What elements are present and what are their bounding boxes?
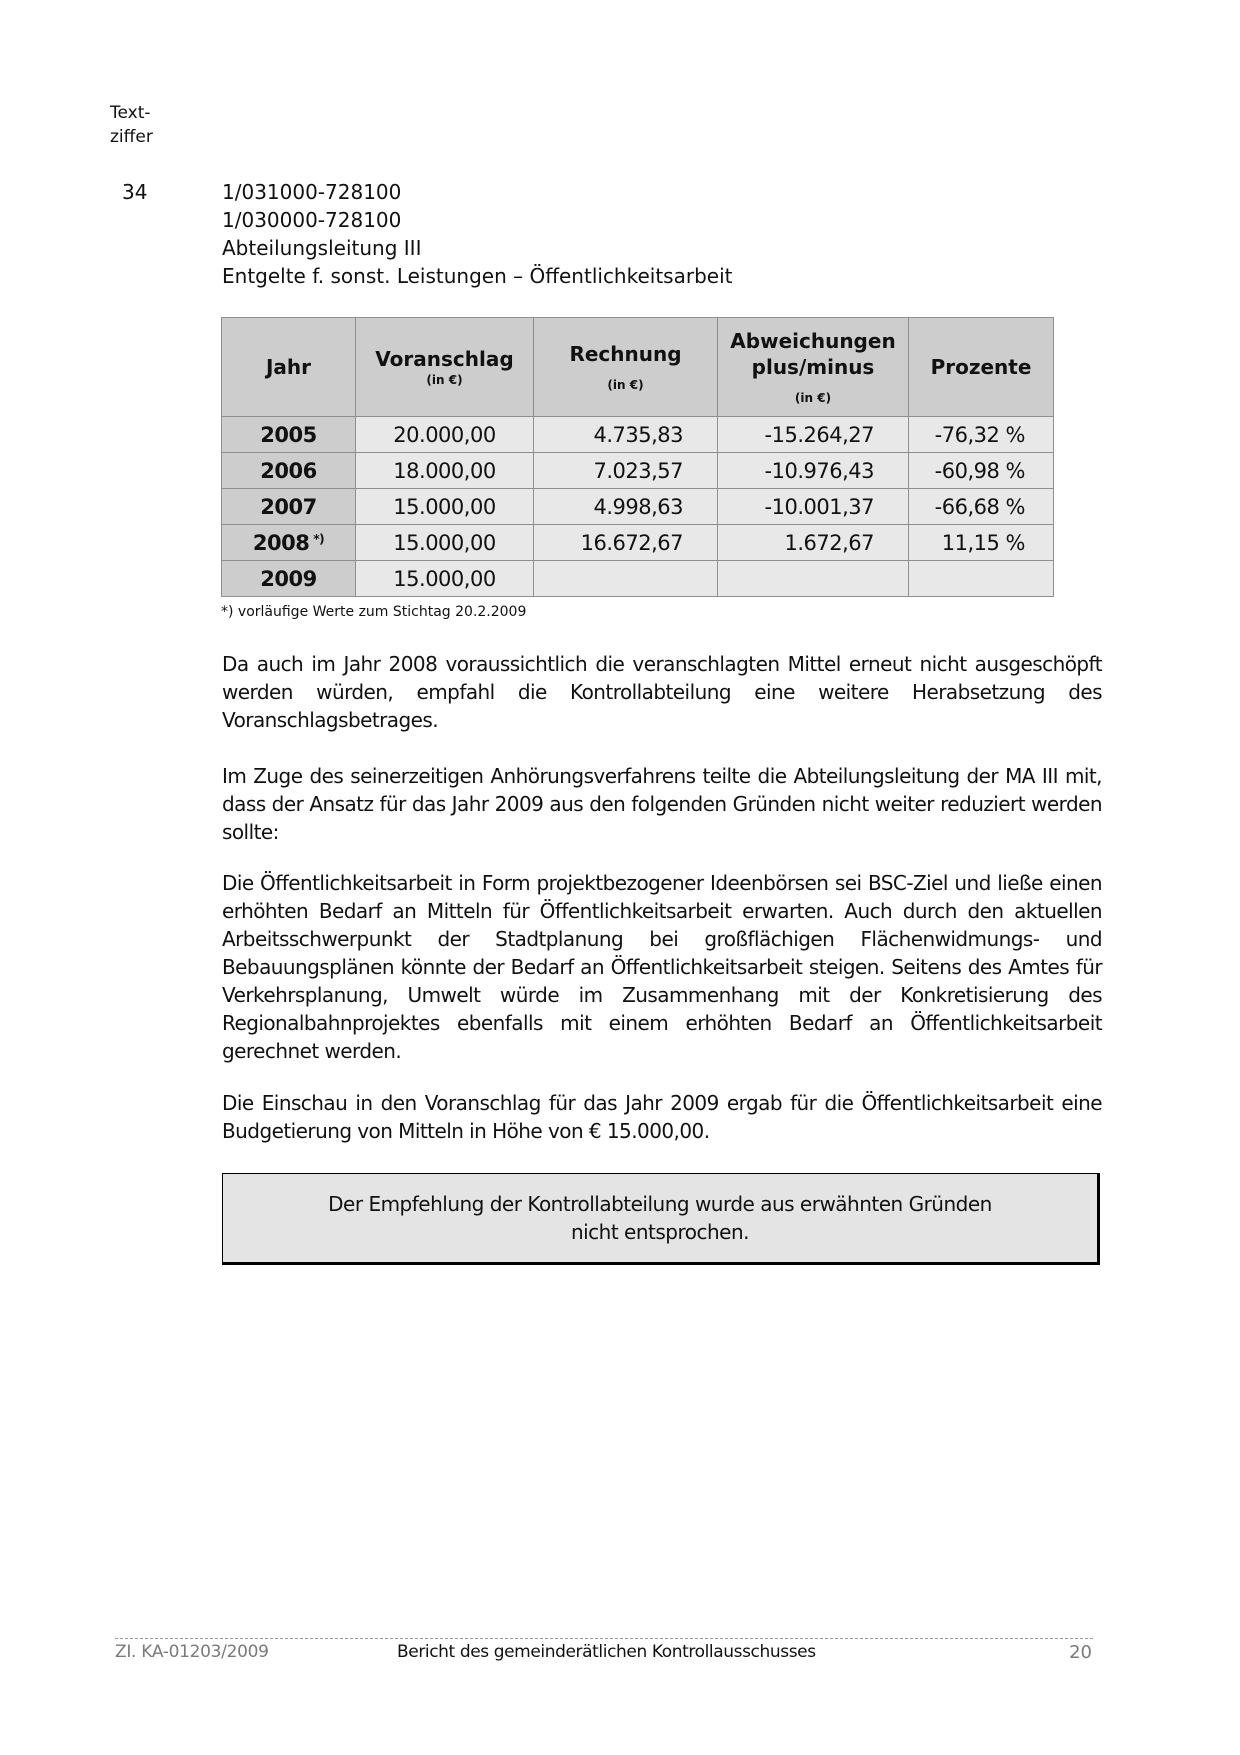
cell-jahr bbox=[222, 417, 356, 453]
paragraph-hearing: Im Zuge des seinerzeitigen Anhörungsverfahrens teilte die Abteilungsleitung der MA III mit, dass der Ansatz für das Jahr 2009 aus den folgenden Gründen nicht weiter reduziert werden sollte: bbox=[222, 764, 1102, 844]
cell-prozent bbox=[909, 561, 1054, 597]
header-voranschlag-unit: (in €) bbox=[426, 373, 463, 387]
cell-rechnung: 16.672,67 bbox=[534, 525, 718, 561]
footnote-marker: *) bbox=[313, 531, 325, 546]
paragraph-reasons: Die Öffentlichkeitsarbeit in Form projektbezogener Ideenbörsen sei BSC-Ziel und ließe einen erhöhten Bedarf an Mitteln für Öffentlichkeitsarbeit erwarten. Auch durch den aktuellen Arbeitsschwerpunkt der Stadtplanung bei großflächigen Flächenwidmungs- und Bebauungsplänen könnte der Bedarf an Öffentlichkeitsarbeit steigen. Seitens des Amtes für Verkehrsplanung, Umwelt würde im Zusammenhang mit der Konkretisierung des Regionalbahnprojektes ebenfalls mit einem erhöhten Bedarf an Öffentlichkeitsarbeit gerechnet werden. bbox=[222, 871, 1102, 1063]
table-row bbox=[222, 525, 1054, 561]
year-value: 2007 bbox=[260, 494, 317, 519]
cell-jahr bbox=[222, 453, 356, 489]
year-value: 2006 bbox=[260, 458, 317, 483]
table-row bbox=[222, 561, 1054, 597]
account-number-2: 1/030000-728100 bbox=[222, 208, 402, 232]
cell-jahr bbox=[222, 561, 356, 597]
header-abweichungen bbox=[718, 318, 909, 417]
cell-jahr bbox=[222, 525, 356, 561]
table-row bbox=[222, 417, 1054, 453]
cell-prozent: -66,68 % bbox=[909, 489, 1054, 525]
cell-rechnung bbox=[534, 561, 718, 597]
header-prozente-label: Prozente bbox=[930, 355, 1032, 379]
header-abweichungen-line1: Abweichungen bbox=[730, 329, 896, 353]
table-row bbox=[222, 453, 1054, 489]
result-box-line1: Der Empfehlung der Kontrollabteilung wurde aus erwähnten Gründen bbox=[328, 1192, 992, 1216]
budget-item-title: Entgelte f. sonst. Leistungen – Öffentlichkeitsarbeit bbox=[222, 264, 733, 288]
cell-prozent: -60,98 % bbox=[909, 453, 1054, 489]
header-abweichungen-line2: plus/minus bbox=[751, 355, 875, 379]
result-box-line2: nicht entsprochen. bbox=[570, 1220, 750, 1244]
result-box bbox=[222, 1173, 1100, 1265]
cell-voranschlag: 15.000,00 bbox=[356, 489, 534, 525]
section-heading bbox=[222, 178, 732, 290]
margin-label-line1: Text- bbox=[110, 103, 151, 123]
table-footnote: *) vorläufige Werte zum Stichtag 20.2.2009 bbox=[221, 604, 527, 620]
year-value: 2005 bbox=[260, 422, 317, 447]
table-header-row bbox=[222, 318, 1054, 417]
cell-abweichung: -15.264,27 bbox=[718, 417, 909, 453]
footer-reference: ZI. KA-01203/2009 bbox=[115, 1642, 269, 1662]
footer-divider bbox=[115, 1638, 1093, 1639]
margin-label-textziffer bbox=[110, 101, 170, 149]
cell-voranschlag: 20.000,00 bbox=[356, 417, 534, 453]
cell-rechnung: 4.735,83 bbox=[534, 417, 718, 453]
header-jahr-label: Jahr bbox=[265, 355, 312, 379]
header-prozente bbox=[909, 318, 1054, 417]
budget-table bbox=[221, 317, 1054, 597]
cell-voranschlag: 15.000,00 bbox=[356, 525, 534, 561]
header-abweichungen-unit: (in €) bbox=[794, 391, 832, 405]
paragraph-budget-2009: Die Einschau in den Voranschlag für das Jahr 2009 ergab für die Öffentlichkeitsarbeit eine Budgetierung von Mitteln in Höhe von € 15.000,00. bbox=[222, 1091, 1102, 1143]
year-value: 2008 bbox=[252, 530, 310, 555]
cell-rechnung: 7.023,57 bbox=[534, 453, 718, 489]
paragraph-recommendation: Da auch im Jahr 2008 voraussichtlich die veranschlagten Mittel erneut nicht ausgeschöpft werden würden, empfahl die Kontrollabteilung eine weitere Herabsetzung des Voranschlagsbetrages. bbox=[222, 652, 1102, 732]
cell-voranschlag: 15.000,00 bbox=[356, 561, 534, 597]
account-number-1: 1/031000-728100 bbox=[222, 180, 402, 204]
header-rechnung-unit: (in €) bbox=[607, 378, 644, 392]
margin-label-line2: ziffer bbox=[110, 127, 153, 147]
header-rechnung bbox=[534, 318, 718, 417]
cell-abweichung: -10.001,37 bbox=[718, 489, 909, 525]
footer-title: Bericht des gemeinderätlichen Kontrollausschusses bbox=[397, 1642, 816, 1662]
cell-jahr bbox=[222, 489, 356, 525]
textziffer-number: 34 bbox=[122, 180, 148, 204]
cell-abweichung: -10.976,43 bbox=[718, 453, 909, 489]
cell-voranschlag: 18.000,00 bbox=[356, 453, 534, 489]
cell-abweichung bbox=[718, 561, 909, 597]
cell-rechnung: 4.998,63 bbox=[534, 489, 718, 525]
page-number: 20 bbox=[1069, 1642, 1092, 1663]
table-row bbox=[222, 489, 1054, 525]
header-jahr bbox=[222, 318, 356, 417]
cell-prozent: -76,32 % bbox=[909, 417, 1054, 453]
header-voranschlag-label: Voranschlag bbox=[375, 347, 514, 371]
header-rechnung-label: Rechnung bbox=[569, 342, 682, 366]
cell-prozent: 11,15 % bbox=[909, 525, 1054, 561]
header-voranschlag bbox=[356, 318, 534, 417]
cell-abweichung: 1.672,67 bbox=[718, 525, 909, 561]
year-value: 2009 bbox=[260, 566, 317, 591]
department-name: Abteilungsleitung III bbox=[222, 236, 422, 260]
